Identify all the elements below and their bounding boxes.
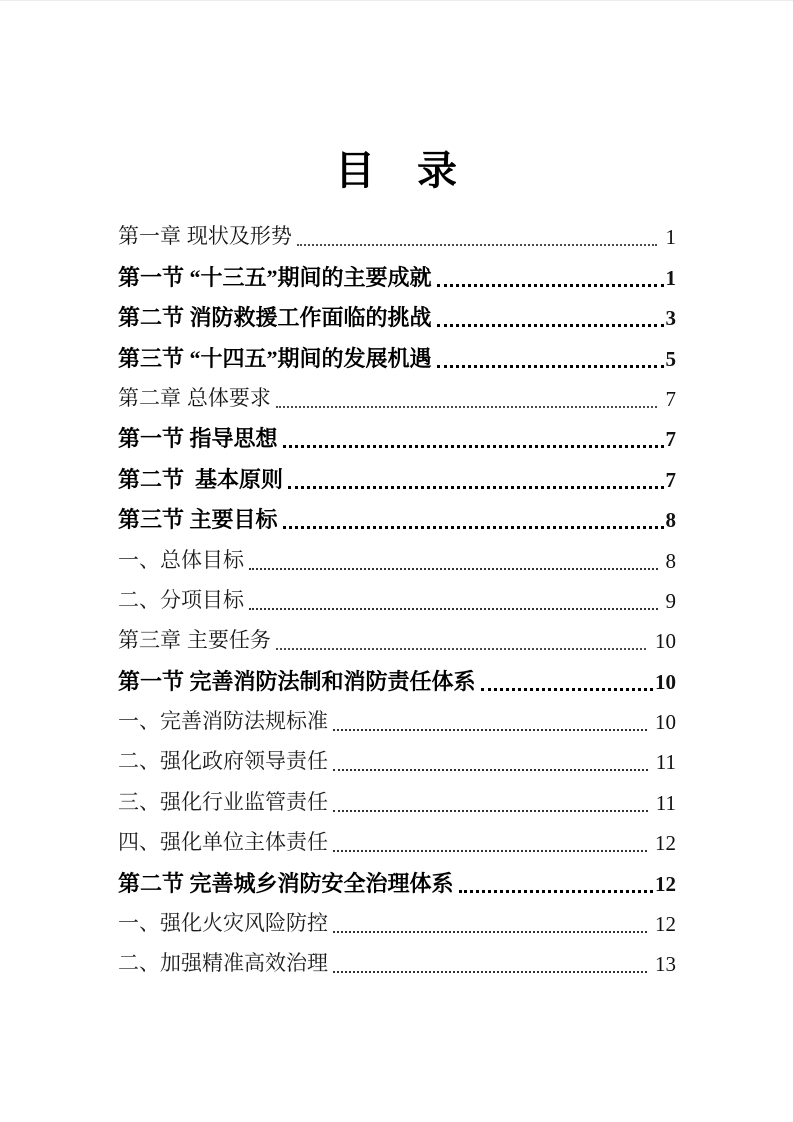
dot-leader	[297, 244, 657, 246]
toc-entry-title: 第一章 现状及形势	[118, 225, 292, 249]
toc-entry	[118, 378, 676, 418]
toc-entry-title: 四、强化单位主体责任	[118, 830, 328, 855]
toc-entry	[118, 781, 676, 821]
toc-entry-page-number: 11	[655, 790, 676, 815]
toc-entry	[118, 458, 676, 498]
toc-entry-page-number: 8	[665, 548, 676, 573]
dot-leader	[481, 688, 653, 691]
dot-leader	[459, 890, 653, 893]
toc-entry-title: 一、完善消防法规标准	[118, 709, 328, 734]
toc-entry-page-number: 5	[665, 346, 676, 371]
dot-leader	[288, 486, 663, 489]
toc-entry	[118, 539, 676, 579]
toc-entry	[118, 580, 676, 620]
toc-entry	[118, 216, 676, 256]
toc-list	[118, 216, 676, 983]
toc-entry	[118, 418, 676, 458]
dot-leader	[276, 648, 646, 650]
toc-entry-title: 第二节 完善城乡消防安全治理体系	[118, 870, 454, 896]
dot-leader	[276, 406, 657, 408]
toc-entry-page-number: 7	[665, 386, 676, 411]
toc-entry-title: 二、加强精准高效治理	[118, 951, 328, 976]
toc-entry	[118, 862, 676, 902]
toc-entry	[118, 903, 676, 943]
toc-entry	[118, 337, 676, 377]
dot-leader	[333, 769, 648, 771]
toc-entry-page-number: 12	[655, 871, 676, 896]
dot-leader	[333, 971, 647, 973]
toc-entry-title: 第一节 “十三五”期间的主要成就	[118, 264, 432, 290]
toc-entry-page-number: 1	[665, 265, 676, 290]
page-title: 目 录	[335, 148, 458, 193]
toc-entry-title: 第一节 完善消防法制和消防责任体系	[118, 668, 476, 694]
toc-entry-page-number: 10	[655, 629, 676, 654]
toc-entry-title: 第二节 消防救援工作面临的挑战	[118, 305, 432, 331]
toc-entry-page-number: 10	[655, 669, 676, 694]
dot-leader	[333, 931, 647, 933]
toc-entry-page-number: 7	[665, 427, 676, 452]
toc-entry-page-number: 10	[655, 710, 676, 735]
toc-entry	[118, 620, 676, 660]
toc-entry-page-number: 11	[655, 750, 676, 775]
dot-leader	[283, 526, 664, 529]
toc-entry-title: 一、总体目标	[118, 547, 244, 572]
toc-entry-title: 第二节 基本原则	[118, 466, 284, 492]
toc-entry	[118, 822, 676, 862]
dot-leader	[283, 445, 664, 448]
toc-entry	[118, 943, 676, 983]
toc-entry	[118, 701, 676, 741]
toc-entry	[118, 741, 676, 781]
toc-entry-page-number: 13	[655, 952, 676, 977]
toc-entry	[118, 256, 676, 296]
toc-entry-page-number: 9	[665, 588, 676, 613]
toc-entry-page-number: 3	[665, 306, 676, 331]
toc-entry-title: 第一节 指导思想	[118, 426, 278, 452]
dot-leader	[249, 568, 658, 570]
toc-entry-title: 第三节 主要目标	[118, 507, 278, 533]
dot-leader	[437, 365, 664, 368]
toc-entry	[118, 499, 676, 539]
dot-leader	[333, 850, 647, 852]
toc-entry-title: 二、强化政府领导责任	[118, 749, 328, 774]
toc-entry	[118, 660, 676, 700]
toc-entry-title: 第二章 总体要求	[118, 386, 271, 410]
toc-entry-title: 第三章 主要任务	[118, 629, 271, 653]
toc-entry-page-number: 7	[665, 467, 676, 492]
toc-entry-page-number: 8	[665, 508, 676, 533]
toc-entry-title: 第三节 “十四五”期间的发展机遇	[118, 345, 432, 371]
toc-entry-title: 一、强化火灾风险防控	[118, 911, 328, 936]
toc-entry	[118, 297, 676, 337]
toc-entry-page-number: 12	[655, 912, 676, 937]
dot-leader	[437, 324, 664, 327]
toc-entry-title: 三、强化行业监管责任	[118, 789, 328, 814]
toc-entry-page-number: 12	[655, 831, 676, 856]
dot-leader	[249, 608, 658, 610]
toc-entry-title: 二、分项目标	[118, 587, 244, 612]
dot-leader	[333, 810, 648, 812]
toc-entry-page-number: 1	[665, 225, 676, 250]
dot-leader	[333, 729, 647, 731]
dot-leader	[437, 284, 664, 287]
